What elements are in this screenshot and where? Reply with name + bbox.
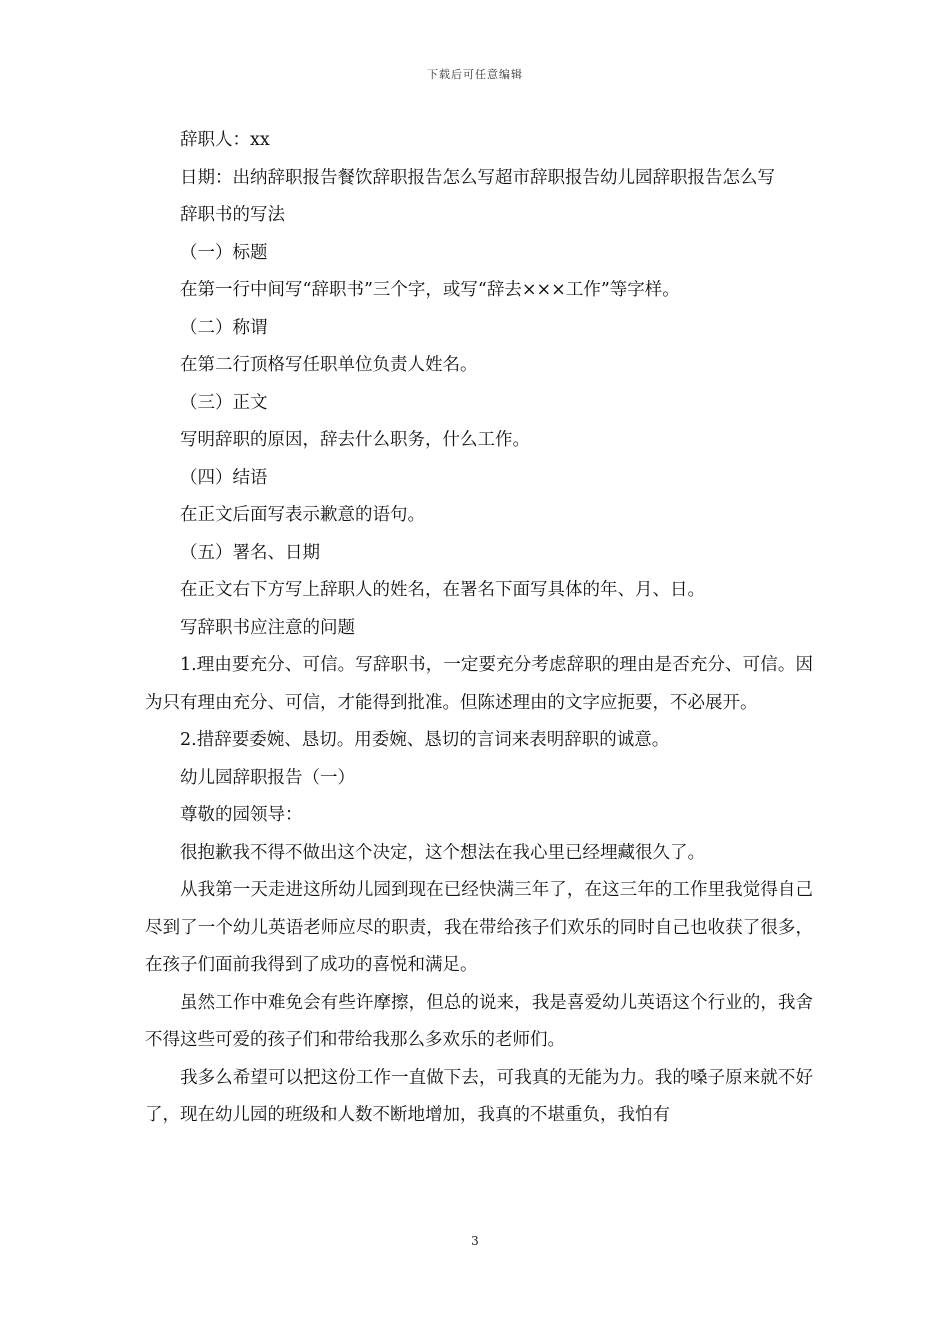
letter-title: 幼儿园辞职报告（一） — [180, 767, 355, 788]
paragraph: 写明辞职的原因，辞去什么职务，什么工作。 — [180, 430, 530, 450]
date-line: 日期：出纳辞职报告餐饮辞职报告怎么写超市辞职报告幼儿园辞职报告怎么写 — [180, 167, 775, 188]
section-heading: 写辞职书应注意的问题 — [180, 617, 355, 638]
subheading-body: （三）正文 — [180, 392, 268, 413]
paragraph: 在正文后面写表示歉意的语句。 — [180, 505, 425, 525]
page-number: 3 — [471, 1234, 479, 1248]
paragraph: 虽然工作中难免会有些许摩擦，但总的说来，我是喜爱幼儿英语这个行业的，我舍不得这些可爱的孩子们和带给我那么多欢乐的老师们。 — [145, 992, 813, 1050]
numbered-point: 1.理由要充分、可信。写辞职书，一定要充分考虑辞职的理由是否充分、可信。因为只有理由充分、可信，才能得到批准。但陈述理由的文字应扼要，不必展开。 — [145, 655, 813, 713]
subheading-closing: （四）结语 — [180, 467, 268, 488]
subheading-salutation: （二）称谓 — [180, 317, 268, 338]
numbered-point: 2.措辞要委婉、恳切。用委婉、恳切的言词来表明辞职的诚意。 — [180, 730, 670, 750]
paragraph: 在第二行顶格写任职单位负责人姓名。 — [180, 355, 478, 375]
signatory-line: 辞职人：xx — [180, 130, 270, 150]
subheading-title: （一）标题 — [180, 242, 268, 263]
paragraph: 很抱歉我不得不做出这个决定，这个想法在我心里已经埋藏很久了。 — [180, 842, 705, 863]
paragraph: 在正文右下方写上辞职人的姓名，在署名下面写具体的年、月、日。 — [180, 580, 705, 600]
section-heading: 辞职书的写法 — [180, 205, 285, 225]
paragraph: 我多么希望可以把这份工作一直做下去，可我真的无能为力。我的嗓子原来就不好了，现在幼儿园的班级和人数不断地增加，我真的不堪重负，我怕有 — [145, 1067, 813, 1125]
paragraph: 从我第一天走进这所幼儿园到现在已经快满三年了，在这三年的工作里我觉得自己尽到了一个幼儿英语老师应尽的职责，我在带给孩子们欢乐的同时自己也收获了很多，在孩子们面前我得到了成功的喜悦和满足。 — [145, 880, 813, 975]
document-body — [145, 122, 813, 1135]
paragraph: 在第一行中间写“辞职书”三个字，或写“辞去×××工作”等字样。 — [180, 280, 680, 300]
letter-salutation: 尊敬的园领导： — [180, 805, 303, 825]
page-header: 下载后可任意编辑 — [427, 68, 523, 81]
subheading-signature-date: （五）署名、日期 — [180, 542, 320, 563]
